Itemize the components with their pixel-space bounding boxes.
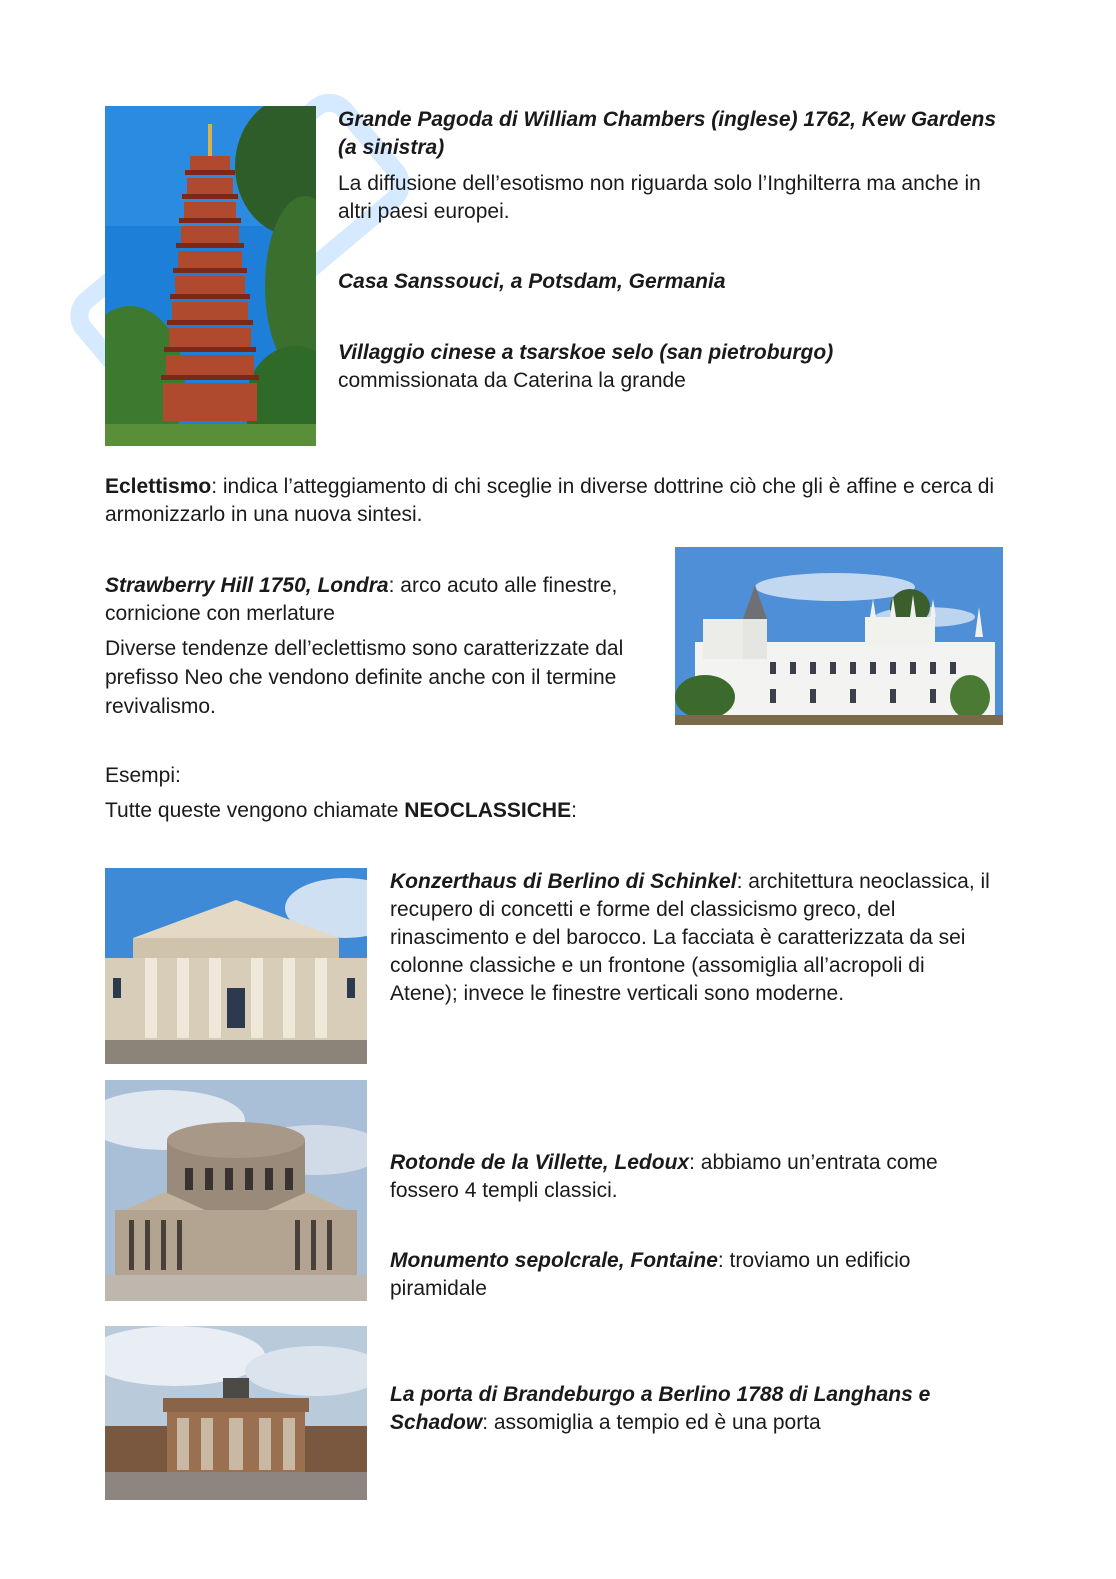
strawberry-title: Strawberry Hill 1750, Londra <box>105 574 389 597</box>
strawberry-paragraph: Diverse tendenze dell’eclettismo sono caratterizzate dal prefisso Neo che vendono definite anche con il termine revivalismo. <box>105 637 624 718</box>
brandeburgo-paragraph <box>390 1381 1005 1437</box>
monumento-paragraph <box>390 1247 1000 1303</box>
pagoda-title: Grande Pagoda di William Chambers (inglese) 1762, Kew Gardens (a sinistra) <box>338 108 997 159</box>
brandeburgo-text: : assomiglia a tempio ed è una porta <box>482 1411 821 1434</box>
rotonde-title: Rotonde de la Villette, Ledoux <box>390 1151 690 1174</box>
brandeburgo-title: La porta di Brandeburgo a Berlino 1788 di Langhans e Schadow <box>390 1383 931 1434</box>
brandeburgo-photo <box>105 1326 367 1500</box>
strawberry-text: : arco acuto alle finestre, cornicione con merlature <box>105 574 618 625</box>
pagoda-photo <box>105 106 316 446</box>
villaggio-title: Villaggio cinese a tsarskoe selo (san pietroburgo) <box>338 341 834 364</box>
strawberry-heading <box>105 572 635 628</box>
strawberry-hill-photo <box>675 547 1003 725</box>
konzerthaus-text: : architettura neoclassica, il recupero di concetti e forme del classicismo greco, del rinascimento e del barocco. La facciata è caratterizzata da sei colonne classiche e un frontone (assomiglia all’acropoli di Atene); invece le finestre verticali sono moderne. <box>390 870 990 1005</box>
eclettismo-term: Eclettismo <box>105 475 212 498</box>
konzerthaus-title: Konzerthaus di Berlino di Schinkel <box>390 870 737 893</box>
esempi-label: Esempi: <box>105 764 181 787</box>
villaggio-text: commissionata da Caterina la grande <box>338 369 686 392</box>
eclettismo-paragraph <box>105 473 995 529</box>
eclettismo-definition: : indica l’atteggiamento di chi sceglie in diverse dottrine ciò che gli è affine e cerca di armonizzarlo in una nuova sintesi. <box>105 475 995 526</box>
monumento-text: : troviamo un edificio piramidale <box>390 1249 911 1300</box>
konzerthaus-photo <box>105 868 367 1064</box>
sanssouci-title: Casa Sanssouci, a Potsdam, Germania <box>338 270 726 293</box>
rotonde-photo <box>105 1080 367 1301</box>
rotonde-paragraph <box>390 1149 990 1205</box>
konzerthaus-paragraph <box>390 868 990 1008</box>
neoclassiche-line <box>105 797 805 825</box>
monumento-title: Monumento sepolcrale, Fontaine <box>390 1249 718 1272</box>
pagoda-text: La diffusione dell’esotismo non riguarda solo l’Inghilterra ma anche in altri paesi europei. <box>338 172 981 223</box>
neoclassiche-suffix: : <box>571 799 577 822</box>
neoclassiche-term: NEOCLASSICHE <box>404 799 572 822</box>
rotonde-text: : abbiamo un’entrata come fossero 4 templi classici. <box>390 1151 938 1202</box>
neoclassiche-prefix: Tutte queste vengono chiamate <box>105 799 405 822</box>
